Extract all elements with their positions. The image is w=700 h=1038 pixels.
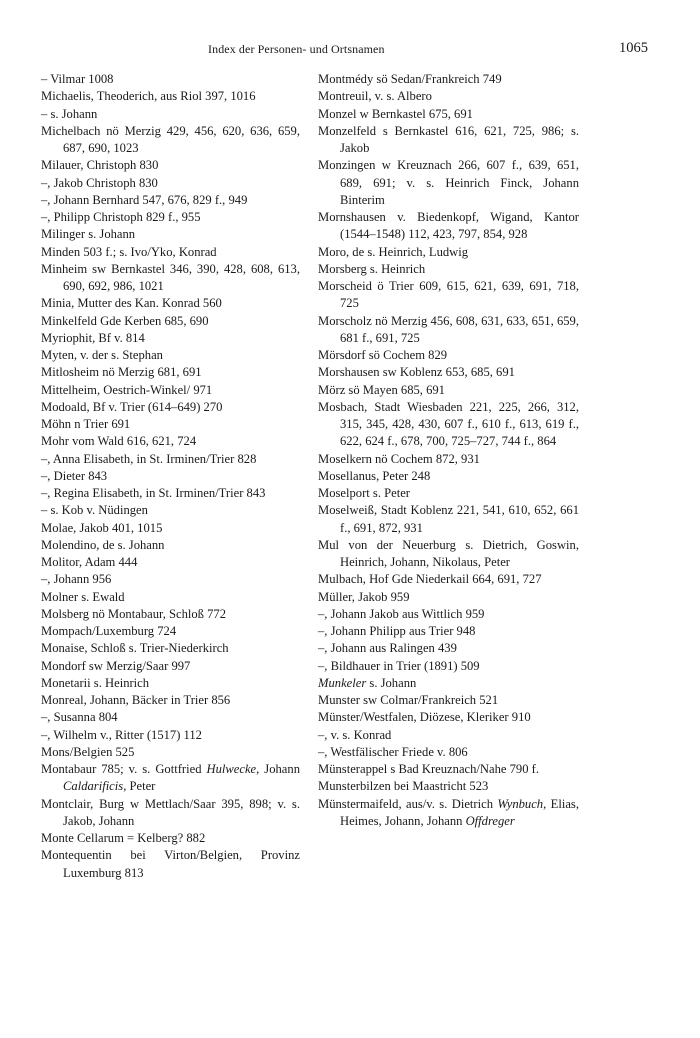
entry-text: –, Dieter 843 [41,468,108,483]
index-entry [41,157,300,174]
index-entry [318,364,579,381]
index-entry [41,88,300,105]
index-entry [41,692,300,709]
entry-text: –, Philipp Christoph 829 f., 955 [41,210,201,224]
entry-text: – s. Johann [41,106,98,121]
entry-text: , Elias, Heimes, Johann, Johann [340,796,579,828]
index-entry [41,554,300,571]
entry-text-italic: Wynbuch [497,796,544,811]
index-entry [318,675,579,692]
index-entry [41,761,300,796]
entry-text: –, Johann aus Ralingen 439 [318,641,457,656]
entry-text: –, Westfälischer Friede v. 806 [318,744,468,759]
entry-text: Mondorf sw Merzig/Saar 997 [41,658,191,673]
entry-text: Morscholz nö Merzig 456, 608, 631, 633, 651, 659, 681 f., 691, 725 [318,313,579,345]
index-entry [41,675,300,692]
entry-text: Mulbach, Hof Gde Niederkail 664, 691, 727 [318,572,542,587]
entry-text: Minden 503 f.; s. Ivo/Yko, Konrad [41,244,217,259]
entry-text-italic: Hulwecke [206,762,257,776]
entry-text: –, Anna Elisabeth, in St. Irminen/Trier 828 [41,451,257,466]
entry-text: Monetarii s. Heinrich [41,675,150,690]
entry-text: Monzingen w Kreuznach 266, 607 f., 639, 651, 689, 691; v. s. Heinrich Finck, Johann Binterim [318,158,579,207]
entry-text: , Peter [123,779,156,794]
index-entry [318,485,579,502]
entry-text: Montequentin bei Virton/Belgien, Provinz Luxemburg 813 [41,848,300,880]
entry-text: –, Bildhauer in Trier (1891) 509 [318,658,480,673]
index-entry [41,123,300,158]
entry-text: Mosbach, Stadt Wiesbaden 221, 225, 266, 312, 315, 345, 428, 430, 607 f., 610 f., 613, 619 f., 622, 624 f., 678, 700, 725–727, 744 f., 864 [318,399,579,449]
entry-text: –, Johann Philipp aus Trier 948 [318,624,476,638]
index-entry [318,761,579,778]
entry-text: Mitlosheim nö Merzig 681, 691 [41,365,202,380]
page-number: 1065 [619,40,648,56]
index-entry [318,382,579,399]
entry-text: Minheim sw Bernkastel 346, 390, 428, 608, 613, 690, 692, 986, 1021 [41,261,300,293]
index-entry [41,399,300,416]
index-entry [41,502,300,519]
index-entry [318,571,579,588]
entry-text: Mompach/Luxemburg 724 [41,624,177,638]
entry-text: Mittelheim, Oestrich-Winkel/ 971 [41,382,213,397]
entry-text: Monaise, Schloß s. Trier-Niederkirch [41,641,229,656]
index-entry [41,226,300,243]
index-entry [318,709,579,726]
entry-text: Minkelfeld Gde Kerben 685, 690 [41,313,209,328]
entry-text: Moselweiß, Stadt Koblenz 221, 541, 610, 652, 661 f., 691, 872, 931 [318,503,579,535]
index-entry [41,727,300,744]
index-entry [318,640,579,657]
entry-text: Morsberg s. Heinrich [318,261,426,276]
entry-text: Monte Cellarum = Kelberg? 882 [41,831,206,845]
page-header [0,40,700,62]
index-entry [41,468,300,485]
entry-text: – s. Kob v. Nüdingen [41,503,148,518]
entry-text: –, Regina Elisabeth, in St. Irminen/Trier 843 [41,486,266,500]
index-entry [41,192,300,209]
index-entry [41,416,300,433]
entry-text: Michelbach nö Merzig 429, 456, 620, 636, 659, 687, 690, 1023 [41,123,300,155]
index-entry [318,502,579,537]
entry-text: Moselkern nö Cochem 872, 931 [318,451,480,466]
entry-text: Monzel w Bernkastel 675, 691 [318,106,473,121]
entry-text: Modoald, Bf v. Trier (614–649) 270 [41,399,223,414]
index-entry [318,468,579,485]
entry-text: Monreal, Johann, Bäcker in Trier 856 [41,693,231,707]
index-entry [41,606,300,623]
entry-text-italic: Caldarificis [63,779,124,794]
index-entry [318,744,579,761]
index-column-right [318,71,579,830]
entry-text: Monzelfeld s Bernkastel 616, 621, 725, 986; s. Jakob [318,123,579,155]
entry-text: –, Wilhelm v., Ritter (1517) 112 [41,727,202,742]
index-entry [41,485,300,502]
entry-text: Minia, Mutter des Kan. Konrad 560 [41,296,222,311]
entry-text: Moro, de s. Heinrich, Ludwig [318,244,469,259]
index-entry [318,278,579,313]
entry-text: – Vilmar 1008 [41,72,114,86]
index-entry [41,520,300,537]
entry-text: Myriophit, Bf v. 814 [41,330,145,345]
index-entry [41,623,300,640]
entry-text: –, Johann Bernhard 547, 676, 829 f., 949 [41,192,248,207]
index-entry [318,106,579,123]
index-entry [41,658,300,675]
index-entry [41,640,300,657]
index-entry [41,709,300,726]
entry-text: Moselport s. Peter [318,486,410,500]
entry-text: Mörz sö Mayen 685, 691 [318,382,445,397]
index-entry [41,209,300,226]
entry-text: Münstermaifeld, aus/v. s. Dietrich [318,796,498,811]
index-entry [318,727,579,744]
index-entry [318,606,579,623]
entry-text: Mohr vom Wald 616, 621, 724 [41,434,197,449]
entry-text: Münsterappel s Bad Kreuznach/Nahe 790 f. [318,762,540,776]
entry-text: Möhn n Trier 691 [41,417,131,431]
index-entry [318,399,579,451]
index-entry [41,175,300,192]
index-entry [318,778,579,795]
entry-text: Molendino, de s. Johann [41,537,165,552]
entry-text: Molsberg nö Montabaur, Schloß 772 [41,606,227,621]
index-entry [41,433,300,450]
index-entry [318,347,579,364]
index-entry [41,847,300,882]
entry-text: Mosellanus, Peter 248 [318,468,431,483]
entry-text: Myten, v. der s. Stephan [41,348,163,362]
index-entry [318,658,579,675]
entry-text-italic: Offdreger [465,813,515,828]
index-entry [41,830,300,847]
index-entry [41,537,300,554]
index-entry [318,623,579,640]
entry-text: Molae, Jakob 401, 1015 [41,520,163,535]
index-entry [318,589,579,606]
index-entry [41,382,300,399]
entry-text: Michaelis, Theoderich, aus Riol 397, 1016 [41,89,256,104]
index-entry [41,571,300,588]
entry-text: Molitor, Adam 444 [41,555,138,569]
entry-text: Montabaur 785; v. s. Gottfried [41,762,207,776]
index-entry [41,364,300,381]
index-entry [318,157,579,209]
index-entry [41,313,300,330]
entry-text: Mornshausen v. Biedenkopf, Wigand, Kantor (1544–1548) 112, 423, 797, 854, 928 [318,210,579,242]
entry-text-italic: Munkeler [318,675,367,690]
index-entry [318,209,579,244]
index-entry [318,796,579,831]
index-entry [41,261,300,296]
index-entry [41,330,300,347]
entry-text: Montreuil, v. s. Albero [318,89,432,104]
index-column-left [41,71,300,882]
index-entry [41,451,300,468]
entry-text: s. Johann [366,675,417,690]
entry-text: –, Johann 956 [41,572,112,587]
entry-text: –, v. s. Konrad [318,727,392,742]
index-entry [41,744,300,761]
index-entry [318,537,579,572]
entry-text: Molner s. Ewald [41,589,125,604]
index-entry [318,71,579,88]
entry-text: Müller, Jakob 959 [318,589,410,604]
entry-text: –, Susanna 804 [41,710,118,725]
index-entry [41,589,300,606]
index-entry [318,692,579,709]
index-entry [41,796,300,831]
index-entry [41,347,300,364]
running-title: Index der Personen- und Ortsnamen [208,42,385,56]
entry-text: Mons/Belgien 525 [41,744,135,759]
index-entry [318,244,579,261]
entry-text: Milauer, Christoph 830 [41,158,159,173]
entry-text: Mul von der Neuerburg s. Dietrich, Goswin, Heinrich, Johann, Nikolaus, Peter [318,537,579,569]
entry-text: , Johann [256,762,300,776]
entry-text: –, Jakob Christoph 830 [41,175,158,190]
entry-text: Munster sw Colmar/Frankreich 521 [318,693,499,707]
index-entry [318,313,579,348]
entry-text: Milinger s. Johann [41,227,136,242]
index-entry [41,106,300,123]
entry-text: –, Johann Jakob aus Wittlich 959 [318,606,485,621]
index-entry [318,451,579,468]
entry-text: Montclair, Burg w Mettlach/Saar 395, 898; v. s. Jakob, Johann [41,796,300,828]
entry-text: Montmédy sö Sedan/Frankreich 749 [318,72,502,86]
index-entry [318,123,579,158]
entry-text: Morshausen sw Koblenz 653, 685, 691 [318,365,515,380]
index-entry [41,71,300,88]
entry-text: Munsterbilzen bei Maastricht 523 [318,779,489,794]
index-entry [318,88,579,105]
entry-text: Morscheid ö Trier 609, 615, 621, 639, 691, 718, 725 [318,279,579,311]
index-entry [41,295,300,312]
index-entry [41,244,300,261]
entry-text: Münster/Westfalen, Diözese, Kleriker 910 [318,710,531,725]
index-entry [318,261,579,278]
entry-text: Mörsdorf sö Cochem 829 [318,348,448,362]
